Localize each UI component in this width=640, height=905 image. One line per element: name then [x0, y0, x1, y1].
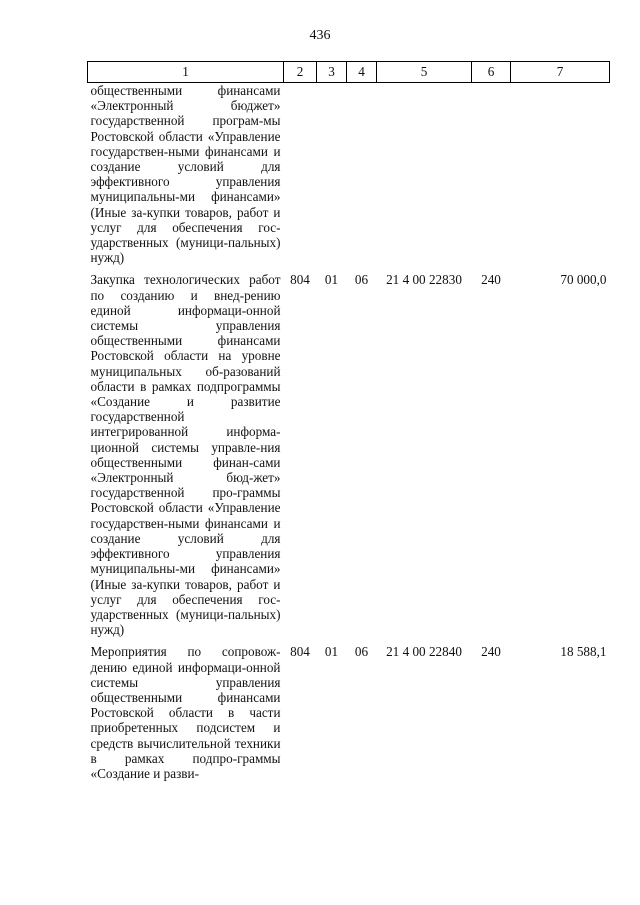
row-section: 01	[324, 272, 339, 288]
row-section	[317, 83, 347, 269]
row-description: Мероприятия по сопровож-дению единой информаци-онной системы управления общественными финансами Ростовской области в части приобретенных подсистем и средств вычислительной техники в рамках подпро-граммы «Создание и разви-	[90, 644, 281, 781]
table-row	[88, 640, 610, 784]
row-ministry	[284, 83, 317, 269]
row-target: 21 4 00 22830	[386, 272, 462, 288]
page-number: 436	[309, 28, 331, 43]
table-row	[88, 268, 610, 640]
row-ministry: 804	[290, 644, 310, 660]
row-target	[377, 83, 472, 269]
row-description: общественными финансами «Электронный бюджет» государственной програм-мы Ростовской области «Управление государствен-ными финансами и создание условий для эффективного управления муниципальны-ми финансами» (Иные за-купки товаров, работ и услуг для обеспечения гос-ударственных (муници-пальных) нужд)	[90, 83, 281, 266]
row-description: Закупка технологических работ по созданию и внед-рению единой информаци-онной системы управления общественными финансами Ростовской области на уровне муниципальных об-разований области в рамках подпрограммы «Создание и развитие государственной интегрированной информа-ционной системы управле-ния общественными финан-сами «Электронный бюд-жет» государственной про-граммы Ростовской области «Управление государствен-ными финансами и создание условий для эффективного управления муниципальны-ми финансами» (Иные за-купки товаров, работ и услуг для обеспечения гос-ударственных (муници-пальных) нужд)	[90, 272, 281, 638]
row-section: 01	[324, 644, 339, 660]
header-col-7: 7	[511, 62, 610, 83]
row-expense-type: 240	[481, 644, 501, 660]
row-ministry: 804	[290, 272, 310, 288]
row-amount	[511, 83, 610, 269]
budget-table	[87, 61, 610, 784]
row-expense-type	[472, 83, 511, 269]
header-col-6: 6	[472, 62, 511, 83]
row-expense-type: 240	[481, 272, 501, 288]
row-subsection: 06	[354, 272, 369, 288]
header-col-3: 3	[317, 62, 347, 83]
row-target: 21 4 00 22840	[386, 644, 462, 660]
header-row	[88, 62, 610, 83]
row-amount: 70 000,0	[560, 272, 607, 288]
row-subsection	[347, 83, 377, 269]
header-col-5: 5	[377, 62, 472, 83]
row-amount: 18 588,1	[560, 644, 607, 660]
header-col-1: 1	[88, 62, 284, 83]
row-subsection: 06	[354, 644, 369, 660]
header-col-2: 2	[284, 62, 317, 83]
header-col-4: 4	[347, 62, 377, 83]
table-row	[88, 83, 610, 269]
